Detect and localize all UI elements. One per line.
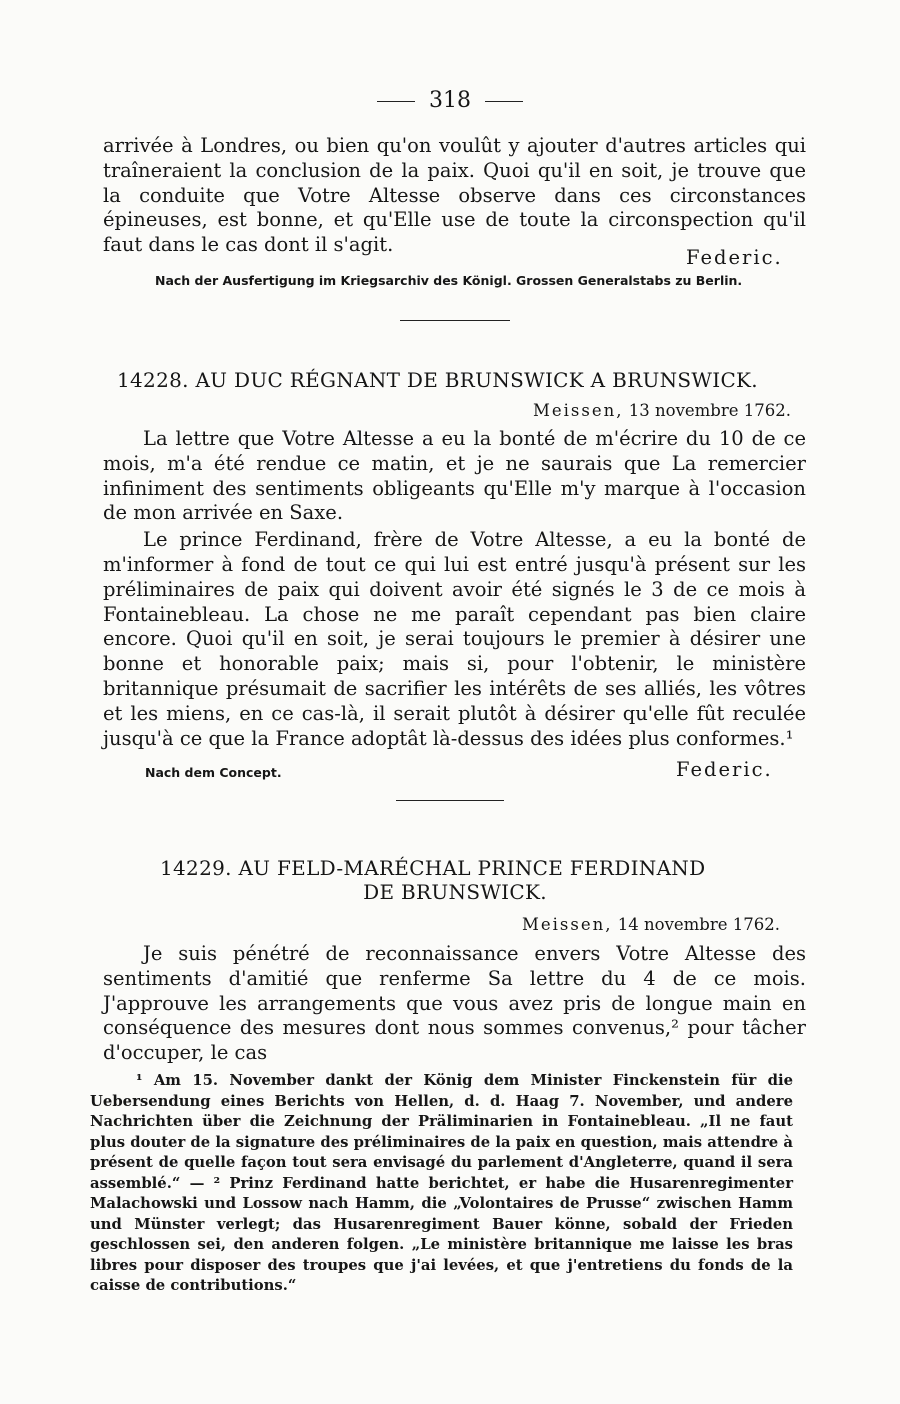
letter-14229-paragraph-1: Je suis pénétré de reconnaissance envers Votre Altesse des sentiments d'amitié que renferme Sa lettre du 4 de ce mois. J'approuve les arrangements que vous avez pris de longue main en conséquence des mesures dont nous sommes convenus,² pour tâcher d'occuper, le cas [103, 942, 806, 1065]
continuation-text-block [103, 134, 806, 258]
letter-14228-paragraph-1: La lettre que Votre Altesse a eu la bonté de m'écrire du 10 de ce mois, m'a été rendue ce matin, et je ne saurais que La remercier infiniment des sentiments obligeants qu'Elle m'y marque à l'occasion de mon arrivée en Saxe. [103, 427, 806, 525]
letter-14228-date: 13 novembre 1762. [628, 401, 791, 420]
letter-14229-date: 14 novembre 1762. [617, 915, 780, 934]
letter-14229-heading-line-2: DE BRUNSWICK. [363, 880, 547, 904]
letter-14229-place-date [522, 915, 780, 934]
page-number [0, 88, 900, 113]
continuation-signature: Federic. [686, 246, 783, 269]
letter-14229-heading-line-1: 14229. AU FELD-MARÉCHAL PRINCE FERDINAND [160, 856, 706, 880]
continuation-paragraph: arrivée à Londres, ou bien qu'on voulût y ajouter d'autres articles qui traîneraient la conclusion de la paix. Quoi qu'il en soit, je trouve que la conduite que Votre Altesse observe dans ces circonstances épineuses, est bonne, et qu'Elle use de toute la circonspection qu'il faut dans le cas dont il s'agit. [103, 134, 806, 257]
continuation-source-note: Nach der Ausfertigung im Kriegsarchiv des Königl. Grossen Generalstabs zu Berlin. [155, 273, 743, 288]
letter-14228-signature: Federic. [676, 758, 773, 781]
page-number-text: 318 [429, 88, 471, 113]
footnotes-text: ¹ Am 15. November dankt der König dem Minister Finckenstein für die Uebersendung eines Berichts von Hellen, d. d. Haag 7. November, und andere Nachrichten über die Zeichnung der Präliminarien in Fontainebleau. „Il ne faut plus douter de la signature des préliminaires de la paix en question, mais attendre à présent de quelle façon tout sera envisagé du parlement d'Angleterre, quand il sera assemblé.“ — ² Prinz Ferdinand hatte berichtet, er habe die Husarenregimenter Malachowski und Lossow nach Hamm, die „Volontaires de Prusse“ zwischen Hamm und Münster verlegt; das Husarenregiment Bauer könne, sobald der Frieden geschlossen sei, den anderen folgen. „Le ministère britannique me laisse les bras libres pour disposer des troupes que j'ai levées, et que j'entretiens du fonds de la caisse de contributions.“ [90, 1072, 793, 1294]
page-number-dash-right [485, 101, 523, 102]
letter-14228-body [103, 427, 806, 751]
section-divider [400, 320, 510, 321]
letter-14228-place: Meissen, [533, 401, 624, 420]
page-number-dash-left [377, 101, 415, 102]
letter-14228-heading: 14228. AU DUC RÉGNANT DE BRUNSWICK A BRUNSWICK. [117, 368, 758, 392]
letter-14229-body [103, 942, 806, 1066]
letter-14228-source-note: Nach dem Concept. [145, 765, 282, 780]
footnotes [90, 1071, 793, 1297]
section-divider-2 [396, 800, 504, 801]
letter-14228-place-date [533, 401, 791, 420]
letter-14229-place: Meissen, [522, 915, 613, 934]
letter-14228-paragraph-2: Le prince Ferdinand, frère de Votre Altesse, a eu la bonté de m'informer à fond de tout ce qui lui est entré jusqu'à présent sur les préliminaires de paix qui doivent avoir été signés le 3 de ce mois à Fontainebleau. La chose ne me paraît cependant pas bien claire encore. Quoi qu'il en soit, je serai toujours le premier à désirer une bonne et honorable paix; mais si, pour l'obtenir, le ministère britannique présumait de sacrifier les intérêts de ses alliés, les vôtres et les miens, en ce cas-là, il serait plutôt à désirer qu'elle fût reculée jusqu'à ce que la France adoptât là-dessus des idées plus conformes.¹ [103, 528, 806, 750]
